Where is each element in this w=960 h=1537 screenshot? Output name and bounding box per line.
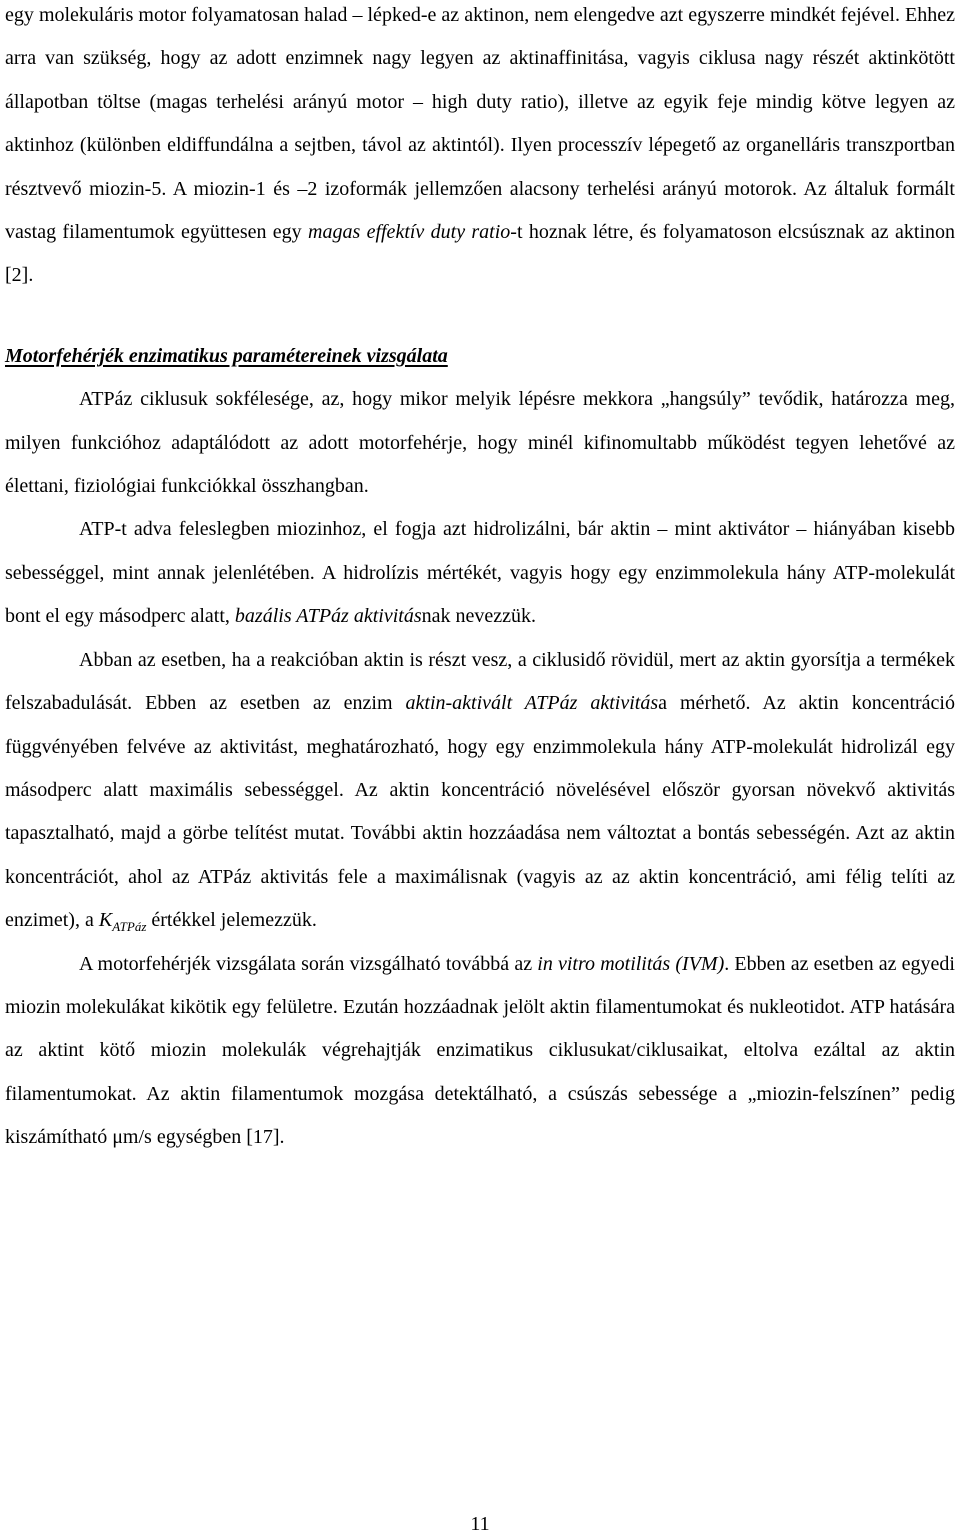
emphasis-term: aktin-aktivált ATPáz aktivitás [405,692,659,715]
paragraph-text: egy molekuláris motor folyamatosan halad – lépked-e az aktinon, nem elengedve azt egyszerre mindkét fejével. Ehhez arra van szükség, hogy az adott enzimnek nagy legyen az aktinaffinitása, vagyis ciklusa nagy részét aktinkötött állapotban töltse (magas terhelési arányú motor – high duty ratio), illetve az egyik feje mindig kötve legyen az aktinhoz (különben eldiffundálna a sejtben, távol az aktintól). Ilyen processzív lépegető az organelláris transzportban résztvevő miozin-5. A miozin-1 és –2 izoformák jellemzően alacsony terhelési arányú motorok. Az általuk formált vastag filamentumok együttesen egy [5,4,955,244]
paragraph-continuation [5,0,955,298]
paragraph-in-vitro-motility [5,943,955,1160]
paragraph-actin-activated [5,639,955,943]
paragraph-atpase-cycle: ATPáz ciklusuk sokfélesége, az, hogy mikor melyik lépésre mekkora „hangsúly” tevődik, határozza meg, milyen funkcióhoz adaptálódott az adott motorfehérje, hogy minél kifinomultabb működést tegyen lehetővé az élettani, fiziológiai funkciókkal összhangban. [5,388,955,498]
paragraph-text: A motorfehérjék vizsgálata során vizsgálható továbbá az [79,952,538,975]
document-body [5,0,955,1160]
paragraph-text: Abban az esetben, ha a reakcióban aktin is részt vesz, a ciklusidő rövidül, mert az aktin gyorsítja a termékek felszabadulását. Ebben az esetben az enzim [5,648,955,715]
paragraph-text: ATP-t adva feleslegben miozinhoz, el fogja azt hidrolizálni, bár aktin – mint aktivátor – hiányában kisebb sebességgel, mint annak jelenlétében. A hidrolízis mértékét, vagyis hogy egy enzimmolekula hány ATP-molekulát bont el egy másodperc alatt, [5,518,955,628]
paragraph-text: nak nevezzük. [421,605,536,628]
k-symbol: K [98,909,113,932]
paragraph-text: . Ebben az esetben az egyedi miozin molekulákat kikötik egy felületre. Ezután hozzáadnak jelölt aktin filamentumokat és nukleotidot. ATP hatására az aktint kötő miozin molekulák végrehajtják enzimatikus ciklusukat/ciklusaikat, eltolva ezáltal az aktin filamentumokat. Az aktin filamentumok mozgása detektálható, a csúszás sebessége a „miozin-felszínen” pedig kiszámítható μm/s egységben [17]. [5,952,955,1149]
k-subscript: ATPáz [112,919,147,935]
emphasis-term: bazális ATPáz aktivitás [234,605,422,628]
paragraph-text: a mérhető. Az aktin koncentráció függvényében felvéve az aktivitást, meghatározható, hogy egy enzimmolekula hány ATP-molekulát hidrolizál egy másodperc alatt maximális sebességgel. Az aktin koncentráció növelésével először gyorsan növekvő aktivitás tapasztalható, majd a görbe telítést mutat. További aktin hozzáadása nem változtat a bontás sebességén. Azt az aktin koncentrációt, ahol az ATPáz aktivitás fele a maximálisnak (vagyis az az aktin koncentráció, ami félig telíti az enzimet), a [5,692,955,932]
page-number: 11 [470,1513,490,1535]
k-atpase-symbol [98,909,147,935]
emphasis-term: in vitro motilitás (IVM) [537,952,725,975]
paragraph-basal-atpase [5,508,955,638]
paragraph-text: értékkel jelemezzük. [146,909,317,932]
section-heading: Motorfehérjék enzimatikus paramétereinek vizsgálata [5,344,448,367]
paragraph-text: -t hoznak létre, és folyamatoson elcsúsznak az aktinon [2]. [5,221,955,287]
emphasis-term: magas effektív duty ratio [308,221,511,244]
